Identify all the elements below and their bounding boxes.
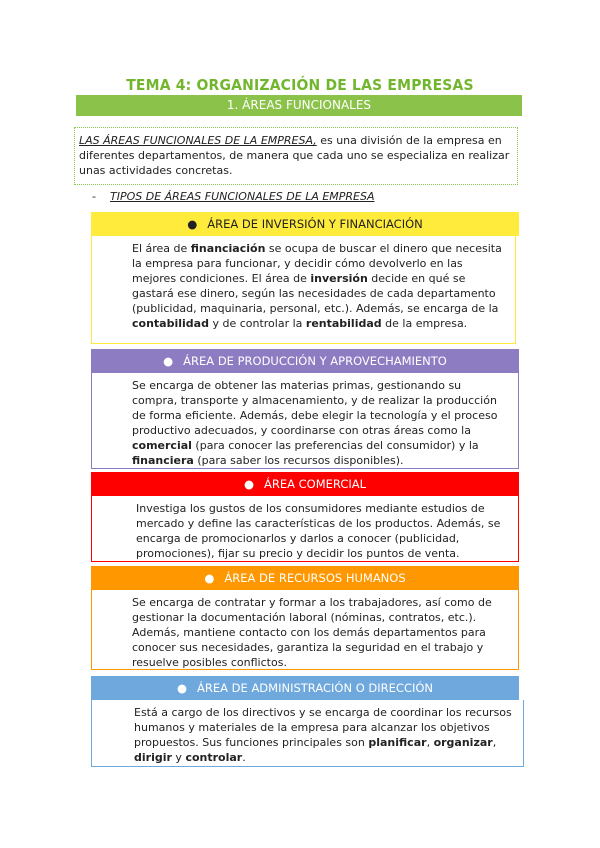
body-text: ,	[492, 736, 497, 749]
area-body-produccion	[91, 373, 519, 469]
area-header-produccion	[91, 349, 519, 373]
area-header-comercial	[91, 472, 519, 496]
bold-keyword: financiera	[132, 454, 194, 467]
bold-keyword: planificar	[368, 736, 427, 749]
body-text: El área de	[132, 242, 191, 255]
body-text: .	[242, 751, 246, 764]
bold-keyword: contabilidad	[132, 317, 209, 330]
body-text: decide en qué se gastará ese dinero, según las necesidades de cada departamento (publicidad, maquinaria, personal, etc.). Además, se encarga de la	[132, 272, 499, 315]
subtitle-text: TIPOS DE ÁREAS FUNCIONALES DE LA EMPRESA	[110, 190, 375, 203]
section-header-bar: 1. ÁREAS FUNCIONALES	[76, 95, 522, 116]
bold-keyword: dirigir	[134, 751, 172, 764]
body-text: ,	[426, 736, 434, 749]
area-header-label: ÁREA DE INVERSIÓN Y FINANCIACIÓN	[207, 217, 423, 231]
bullet-icon: ●	[163, 354, 174, 368]
area-body-recursos-humanos	[91, 590, 519, 670]
area-header-label: ÁREA DE PRODUCCIÓN Y APROVECHAMIENTO	[183, 354, 447, 368]
area-header-administracion	[91, 676, 519, 700]
definition-text: es una división de la empresa en diferentes departamentos, de manera que cada uno se especializa en realizar unas actividades concretas.	[79, 134, 510, 177]
body-text: Se encarga de obtener las materias primas, gestionando su compra, transporte y almacenamiento, y de realizar la producción de forma eficiente. Además, debe elegir la tecnología y el proceso productivo adecuados, y coordinarse con otras áreas como la	[132, 379, 498, 437]
body-text: y de controlar la	[208, 317, 306, 330]
body-text: y	[171, 751, 186, 764]
bold-keyword: financiación	[190, 242, 266, 255]
area-body-comercial	[91, 496, 519, 562]
body-text: (para conocer las preferencias del consumidor) y la	[191, 439, 479, 452]
body-text: (para saber los recursos disponibles).	[193, 454, 404, 467]
area-header-inversion	[91, 212, 519, 236]
definition-term: LAS ÁREAS FUNCIONALES DE LA EMPRESA,	[79, 134, 317, 147]
bold-keyword: comercial	[132, 439, 192, 452]
body-text: Se encarga de contratar y formar a los trabajadores, así como de gestionar la documentación laboral (nóminas, contratos, etc.). Además, mantiene contacto con los demás departamentos para conocer sus necesidades, garantiza la seguridad en el trabajo y resuelve posibles conflictos.	[132, 596, 492, 669]
area-header-label: ÁREA DE RECURSOS HUMANOS	[224, 571, 406, 585]
subtitle-dash: -	[92, 190, 96, 203]
body-text: se ocupa de buscar el dinero que necesita la empresa para funcionar, y decidir cómo devolverlo en las mejores condiciones. El área de	[132, 242, 502, 285]
body-text: Está a cargo de los directivos y se encarga de coordinar los recursos humanos y materiales de la empresa para alcanzar los objetivos propuestos. Sus funciones principales son	[134, 706, 512, 749]
body-text: Investiga los gustos de los consumidores mediante estudios de mercado y define las características de los productos. Además, se encarga de promocionarlos y darlos a conocer (publicidad, promociones), fijar su precio y decidir los puntos de venta.	[136, 502, 501, 560]
area-body-administracion	[91, 700, 524, 767]
subtitle	[92, 190, 375, 203]
bold-keyword: inversión	[310, 272, 368, 285]
area-header-label: ÁREA COMERCIAL	[264, 477, 367, 491]
page-title: TEMA 4: ORGANIZACIÓN DE LAS EMPRESAS	[126, 76, 474, 94]
area-header-label: ÁREA DE ADMINISTRACIÓN O DIRECCIÓN	[197, 681, 434, 695]
bullet-icon: ●	[176, 681, 188, 695]
definition-box	[74, 127, 518, 185]
bold-keyword: rentabilidad	[305, 317, 382, 330]
bold-keyword: organizar	[433, 736, 493, 749]
body-text: de la empresa.	[381, 317, 468, 330]
area-body-inversion	[91, 236, 516, 344]
area-header-recursos-humanos	[91, 566, 519, 590]
bullet-icon: ●	[243, 477, 254, 491]
bullet-icon: ●	[187, 217, 198, 231]
bold-keyword: controlar	[185, 751, 243, 764]
bullet-icon: ●	[204, 571, 215, 585]
